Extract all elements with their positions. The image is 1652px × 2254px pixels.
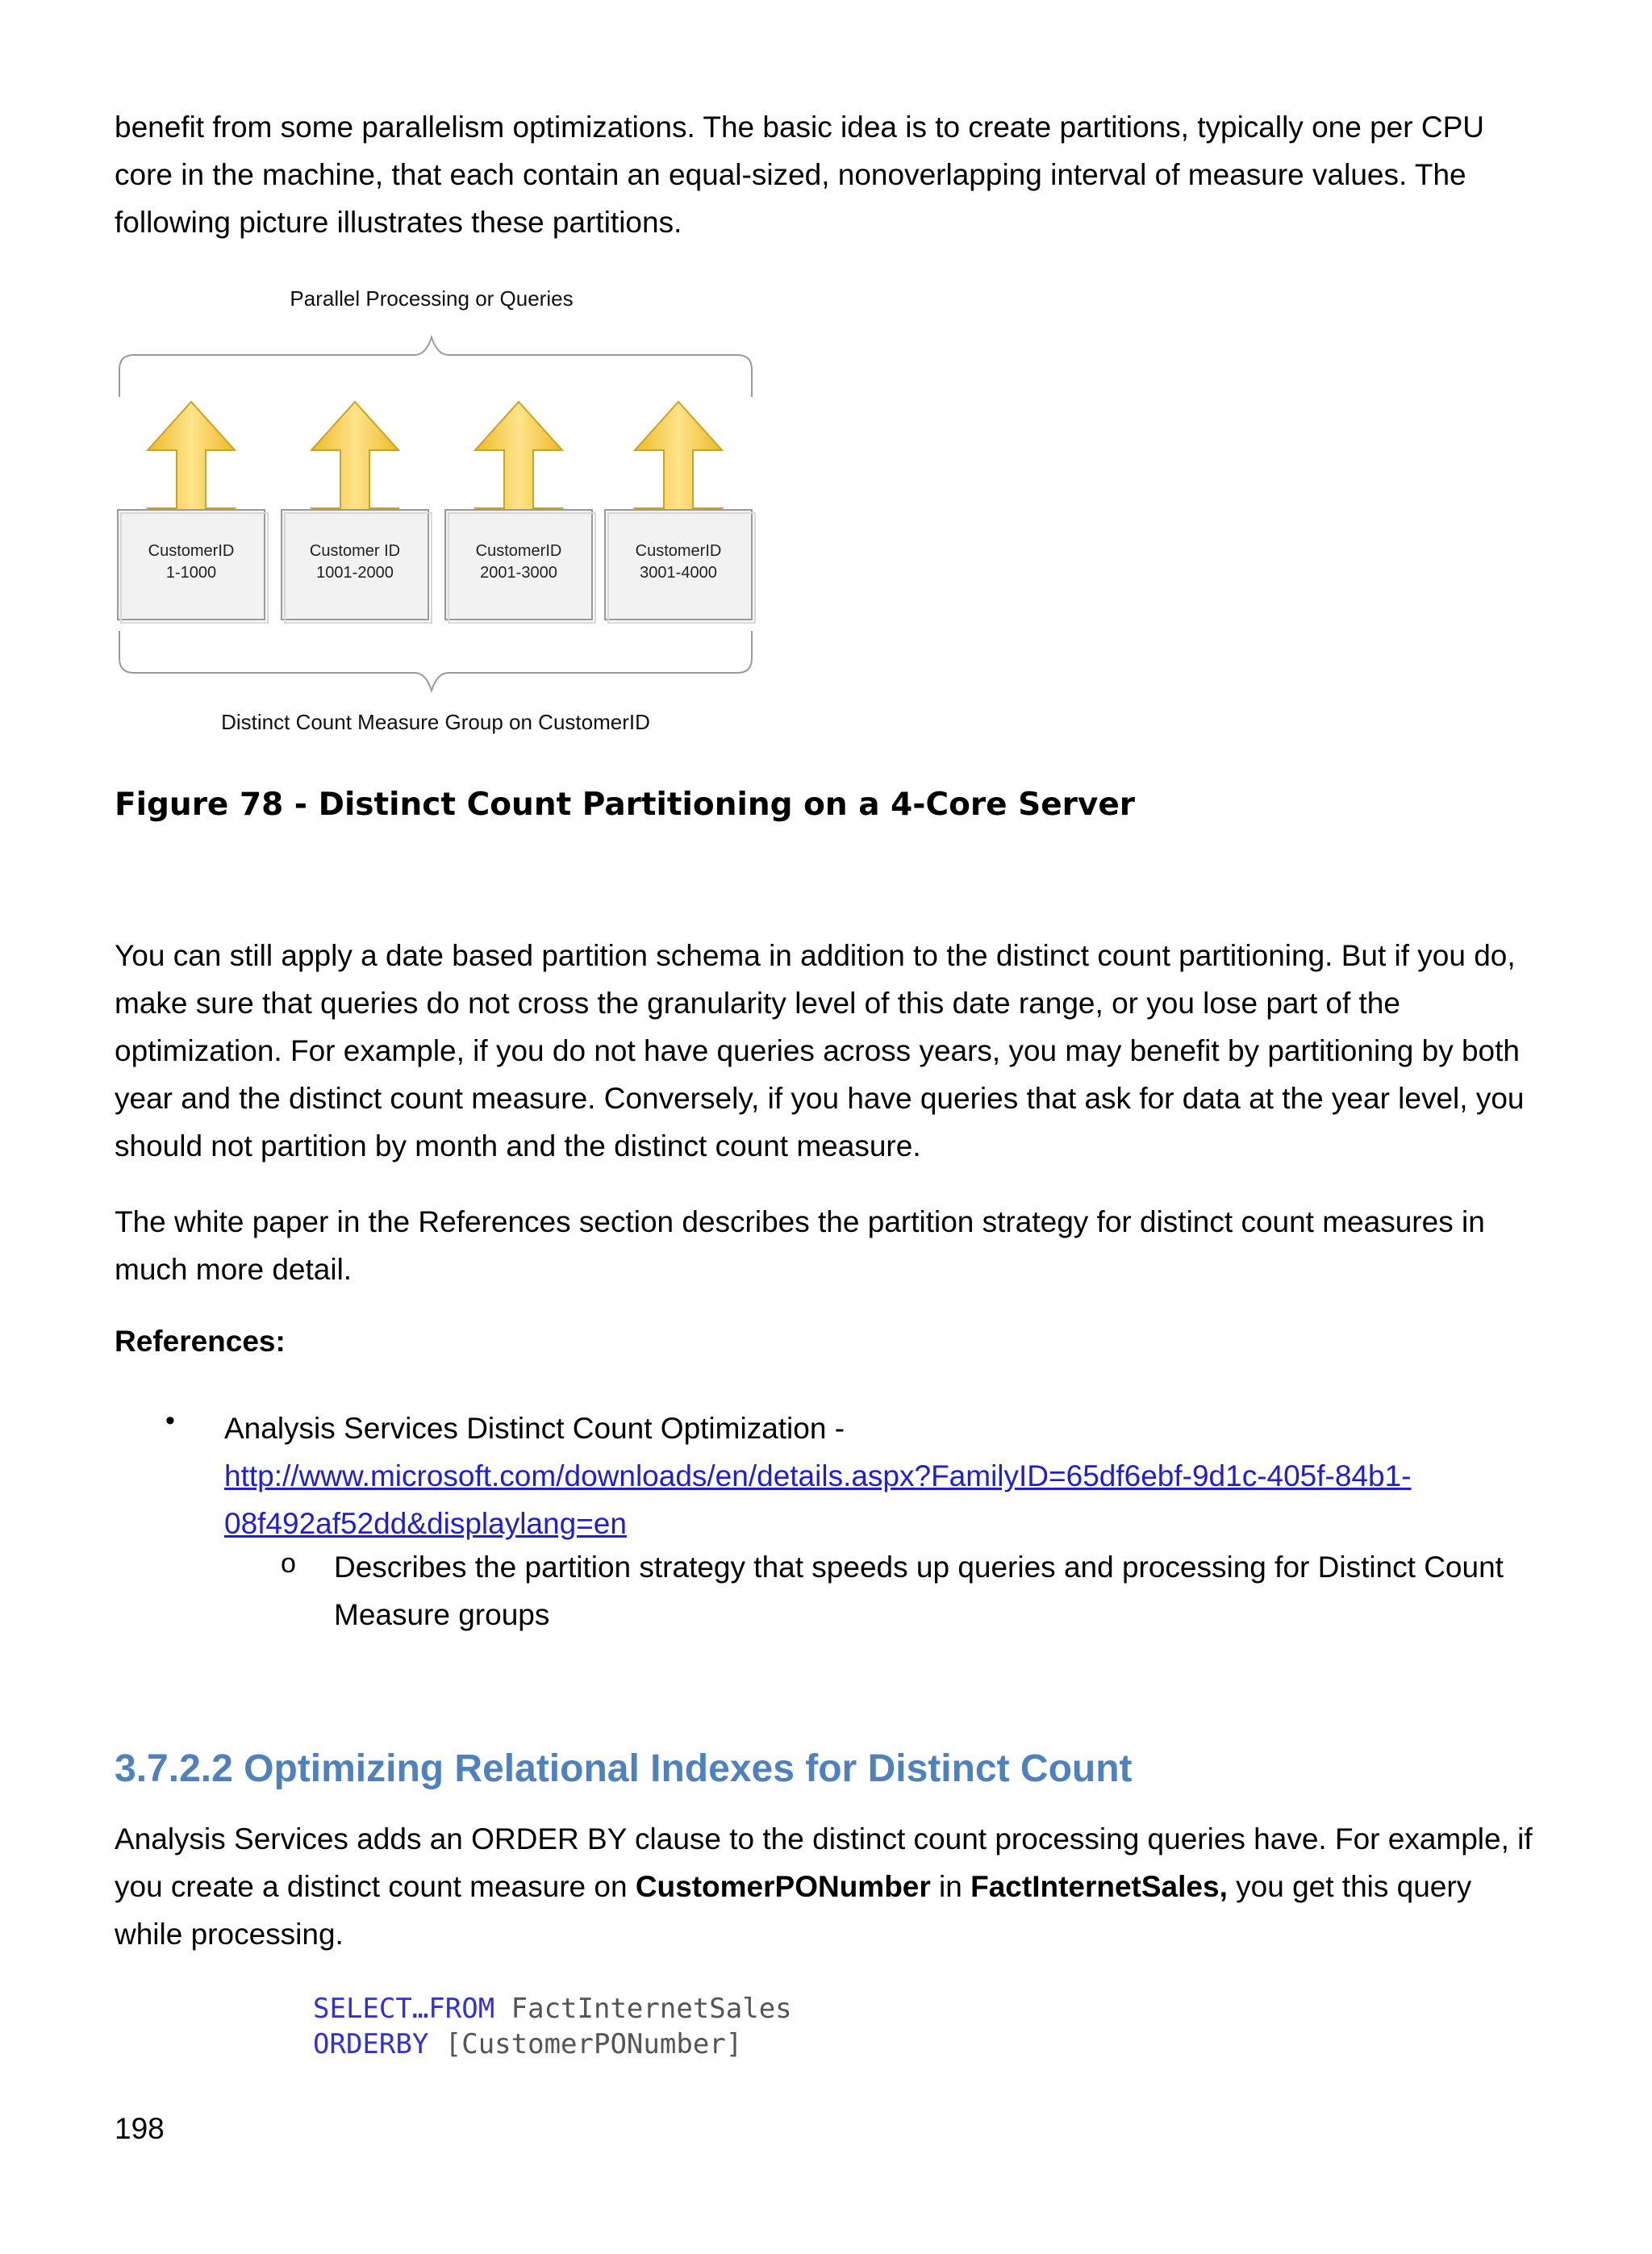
section-heading: 3.7.2.2 Optimizing Relational Indexes for Distinct Count xyxy=(115,1747,1133,1790)
partition-box xyxy=(118,510,268,623)
diagram-bottom-label: Distinct Count Measure Group on CustomerID xyxy=(221,710,650,734)
references-heading: References: xyxy=(115,1325,286,1358)
section-paragraph xyxy=(115,1815,1542,1958)
reference-link-line2[interactable]: 08f492af52dd&displaylang=en xyxy=(224,1507,627,1540)
intro-paragraph: benefit from some parallelism optimizations. The basic idea is to create partitions, typically one per CPU core in the machine, that each contain an equal-sized, nonoverlapping interval of measure values. The following picture illustrates these partitions. xyxy=(115,111,1484,239)
section-text-2: in xyxy=(930,1870,971,1903)
partition-range: 1001-2000 xyxy=(316,564,394,582)
paragraph-date-partition: You can still apply a date based partition schema in addition to the distinct count partitioning. But if you do, make sure that queries do not cross the granularity level of this date range, or you lose part of the optimization. For example, if you do not have queries across years, you may benefit by partitioning by both year and the distinct count measure. Conversely, if you have queries that ask for data at the year level, you should not partition by month and the distinct count measure. xyxy=(115,939,1525,1162)
reference-title: Analysis Services Distinct Count Optimization - xyxy=(224,1412,845,1445)
partition-box xyxy=(445,510,595,623)
page-number: 198 xyxy=(115,2112,165,2145)
reference-link-line1[interactable]: http://www.microsoft.com/downloads/en/details.aspx?FamilyID=65df6ebf-9d1c-405f-84b1- xyxy=(224,1459,1412,1492)
reference-item xyxy=(224,1405,1547,1547)
partition-name: CustomerID xyxy=(148,542,235,560)
figure-caption: Figure 78 - Distinct Count Partitioning on a 4-Core Server xyxy=(115,787,1136,823)
section-text-1: Analysis Services adds an ORDER BY clause to the distinct count processing queries have. For example, if you create a distinct count measure on xyxy=(115,1822,1533,1903)
code-keyword-orderby: ORDERBY xyxy=(313,2028,429,2060)
section-text-3: you get this query while processing. xyxy=(115,1870,1472,1951)
top-bracket xyxy=(119,337,752,397)
sub-bullet-icon: o xyxy=(281,1548,296,1579)
code-keyword-select: SELECT…FROM xyxy=(313,1993,495,2025)
code-order-column: [CustomerPONumber] xyxy=(428,2028,743,2060)
diagram-top-label: Parallel Processing or Queries xyxy=(290,286,574,311)
bottom-bracket xyxy=(119,631,752,691)
reference-description: Describes the partition strategy that speeds up queries and processing for Distinct Count Measure groups xyxy=(334,1551,1504,1631)
partition-range: 3001-4000 xyxy=(640,564,717,582)
partition-range: 2001-3000 xyxy=(480,564,557,582)
partition-range: 1-1000 xyxy=(165,564,217,582)
bold-customerponumber: CustomerPONumber xyxy=(635,1870,931,1903)
partition-name: CustomerID xyxy=(635,542,722,560)
paragraph-white-paper: The white paper in the References section describes the partition strategy for distinct count measures in much more detail. xyxy=(115,1205,1485,1286)
partition-box xyxy=(282,510,432,623)
partition-diagram xyxy=(97,274,774,742)
code-block xyxy=(313,1991,792,2062)
partition-box xyxy=(605,510,755,623)
bold-factinternetsales: FactInternetSales, xyxy=(970,1870,1228,1903)
partition-name: CustomerID xyxy=(475,542,562,560)
bullet-icon: • xyxy=(165,1405,175,1436)
code-from-table: FactInternetSales xyxy=(494,1993,792,2025)
partition-name: Customer ID xyxy=(309,542,401,560)
